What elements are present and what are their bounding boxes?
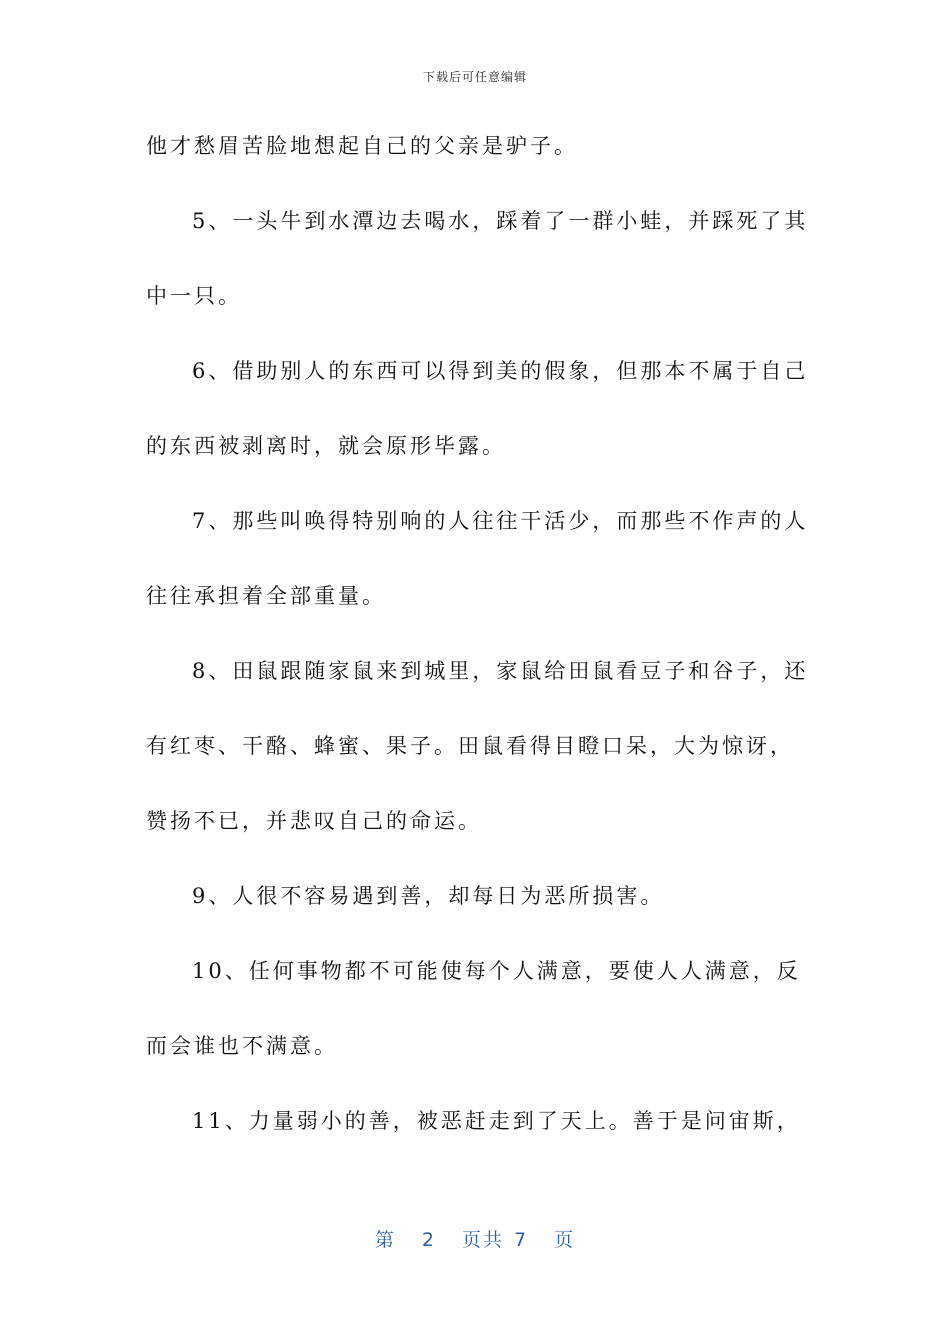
- text-line: 7、那些叫唤得特别响的人往往干活少，而那些不作声的人: [192, 509, 809, 533]
- text-line: 而会谁也不满意。: [146, 1034, 338, 1058]
- current-page-number: 2: [421, 1229, 436, 1251]
- footer-suffix: 页: [554, 1229, 576, 1251]
- text-line: 10、任何事物都不可能使每个人满意，要使人人满意，反: [192, 959, 801, 983]
- text-line: 中一只。: [146, 284, 242, 308]
- text-line: 5、一头牛到水潭边去喝水，踩着了一群小蛙，并踩死了其: [192, 209, 809, 233]
- text-line: 他才愁眉苦脸地想起自己的父亲是驴子。: [146, 134, 578, 158]
- text-line: 11、力量弱小的善，被恶赶走到了天上。善于是问宙斯，: [192, 1109, 801, 1133]
- text-line: 9、人很不容易遇到善，却每日为恶所损害。: [192, 884, 665, 908]
- text-line: 赞扬不已，并悲叹自己的命运。: [146, 809, 482, 833]
- total-pages-number: 7: [514, 1229, 529, 1251]
- header-note: 下载后可任意编辑: [422, 70, 527, 84]
- footer-prefix: 第: [374, 1229, 396, 1251]
- page-footer: [0, 1225, 950, 1252]
- text-line: 往往承担着全部重量。: [146, 584, 386, 608]
- text-line: 8、田鼠跟随家鼠来到城里，家鼠给田鼠看豆子和谷子，还: [192, 659, 809, 683]
- footer-middle: 页共: [461, 1229, 504, 1251]
- text-line: 6、借助别人的东西可以得到美的假象，但那本不属于自己: [192, 359, 809, 383]
- text-line: 的东西被剥离时，就会原形毕露。: [146, 434, 506, 458]
- text-line: 有红枣、干酪、蜂蜜、果子。田鼠看得目瞪口呆，大为惊讶，: [146, 734, 794, 758]
